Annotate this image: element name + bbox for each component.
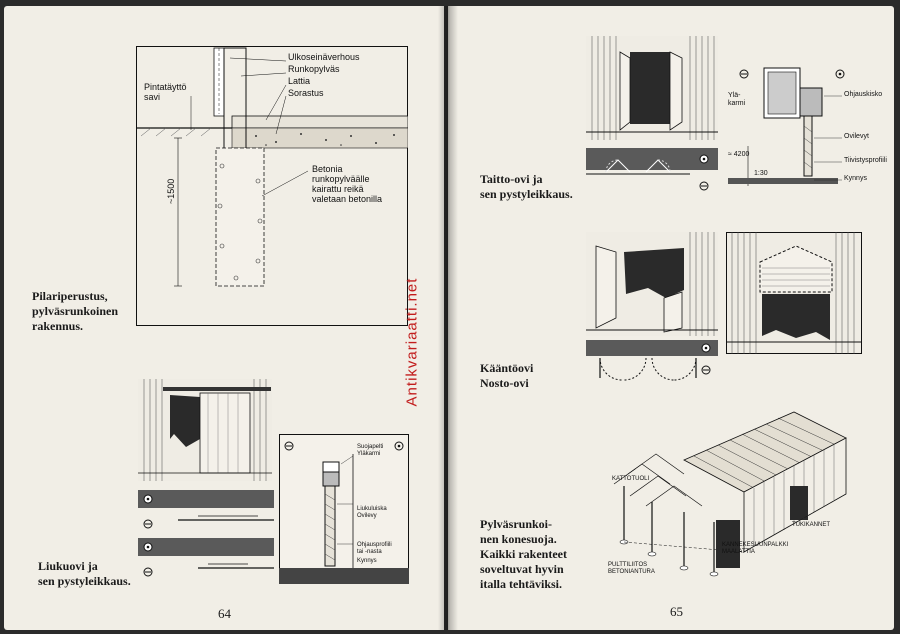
figure-folding-door-section (728, 46, 888, 196)
label-tukikannet: TUKIKANNET (792, 522, 831, 528)
label-dimension-4200: ≈ 4200 (728, 151, 750, 158)
figure-sliding-door-perspective (138, 379, 272, 481)
right-page (448, 6, 894, 630)
figure-pillar-foundation (136, 46, 408, 326)
watermark (403, 242, 421, 442)
sliding-door-drawing (138, 379, 272, 481)
label-ovilevyt: Ovilevyt (844, 133, 869, 140)
figure-folding-door-perspective (586, 36, 718, 140)
label-kannake: KANNEKESUUNPALKKI MAALATTIA (722, 542, 789, 555)
figure-sliding-door-plans (138, 490, 274, 584)
caption-sliding-door: Liukuovi ja sen pystyleikkaus. (38, 559, 131, 588)
sliding-door-plan-drawing (138, 490, 274, 584)
label-kynnys-folding: Kynnys (844, 175, 867, 182)
folding-door-plan-drawing (586, 148, 718, 194)
caption-machine-shed: Pylväsrunkoi- nen konesuoja. Kaikki rakenteet soveltuvat hyvin italla tehtäviksi. (480, 517, 567, 591)
label-kynnys: Kynnys (357, 558, 377, 564)
label-liukuluiska: Liukuluiska Ovilevy (357, 506, 387, 519)
sliding-door-section-drawing (279, 434, 409, 584)
figure-hinged-door (586, 232, 718, 336)
label-runkopylvas: Runkopylväs (288, 64, 340, 74)
label-sorastus: Sorastus (288, 88, 324, 98)
hinged-door-plan-drawing (586, 340, 718, 386)
figure-folding-door-plan (586, 148, 718, 194)
label-lattia: Lattia (288, 76, 311, 86)
label-suojapelti: Suojapelti Yläkarmi (357, 444, 384, 457)
caption-folding-door: Taitto-ovi ja sen pystyleikkaus. (480, 172, 573, 201)
page-number-right: 65 (670, 604, 683, 619)
label-ohjausprofiili: Ohjausprofiili tai -nasta (357, 542, 392, 555)
page-number-left: 64 (218, 606, 231, 621)
caption-hinged-overhead: Kääntöovi Nosto-ovi (480, 361, 534, 390)
label-betonia: Betonia runkopylväälle kairattu reikä valetaan betonilla (312, 164, 383, 204)
figure-hinged-door-plan (586, 340, 718, 386)
caption-pillar-foundation: Pilariperustus, pylväsrunkoinen rakennus. (32, 289, 119, 333)
label-pintataytto: Pintatäyttö savi (144, 82, 187, 102)
overhead-door-drawing (726, 232, 862, 354)
folding-door-section-drawing (728, 46, 888, 196)
label-pulttiliitos: PULTTILIITOS BETONIANTURA (608, 562, 655, 575)
label-tiivistysprofiili: Tiivistysprofiili (844, 157, 887, 164)
folding-door-drawing (586, 36, 718, 140)
label-kattotuoli: KATTOTUOLI (612, 476, 650, 482)
label-dimension-1500: ~1500 (166, 178, 176, 204)
watermark-text: Antikvariaatti.net (403, 277, 421, 407)
label-ulkoseinaverhous: Ulkoseinäverhous (288, 52, 360, 62)
book-gutter (438, 6, 458, 630)
label-ohjauskisko: Ohjauskisko (844, 91, 883, 98)
figure-overhead-door (726, 232, 862, 354)
label-slope: 1:30 (754, 170, 768, 177)
hinged-door-drawing (586, 232, 718, 336)
label-ylakarmi: Ylä- karmi (728, 92, 746, 107)
figure-sliding-door-section (279, 434, 409, 584)
machine-shed-drawing (594, 402, 854, 586)
left-page (4, 6, 444, 630)
figure-machine-shed (594, 402, 854, 586)
